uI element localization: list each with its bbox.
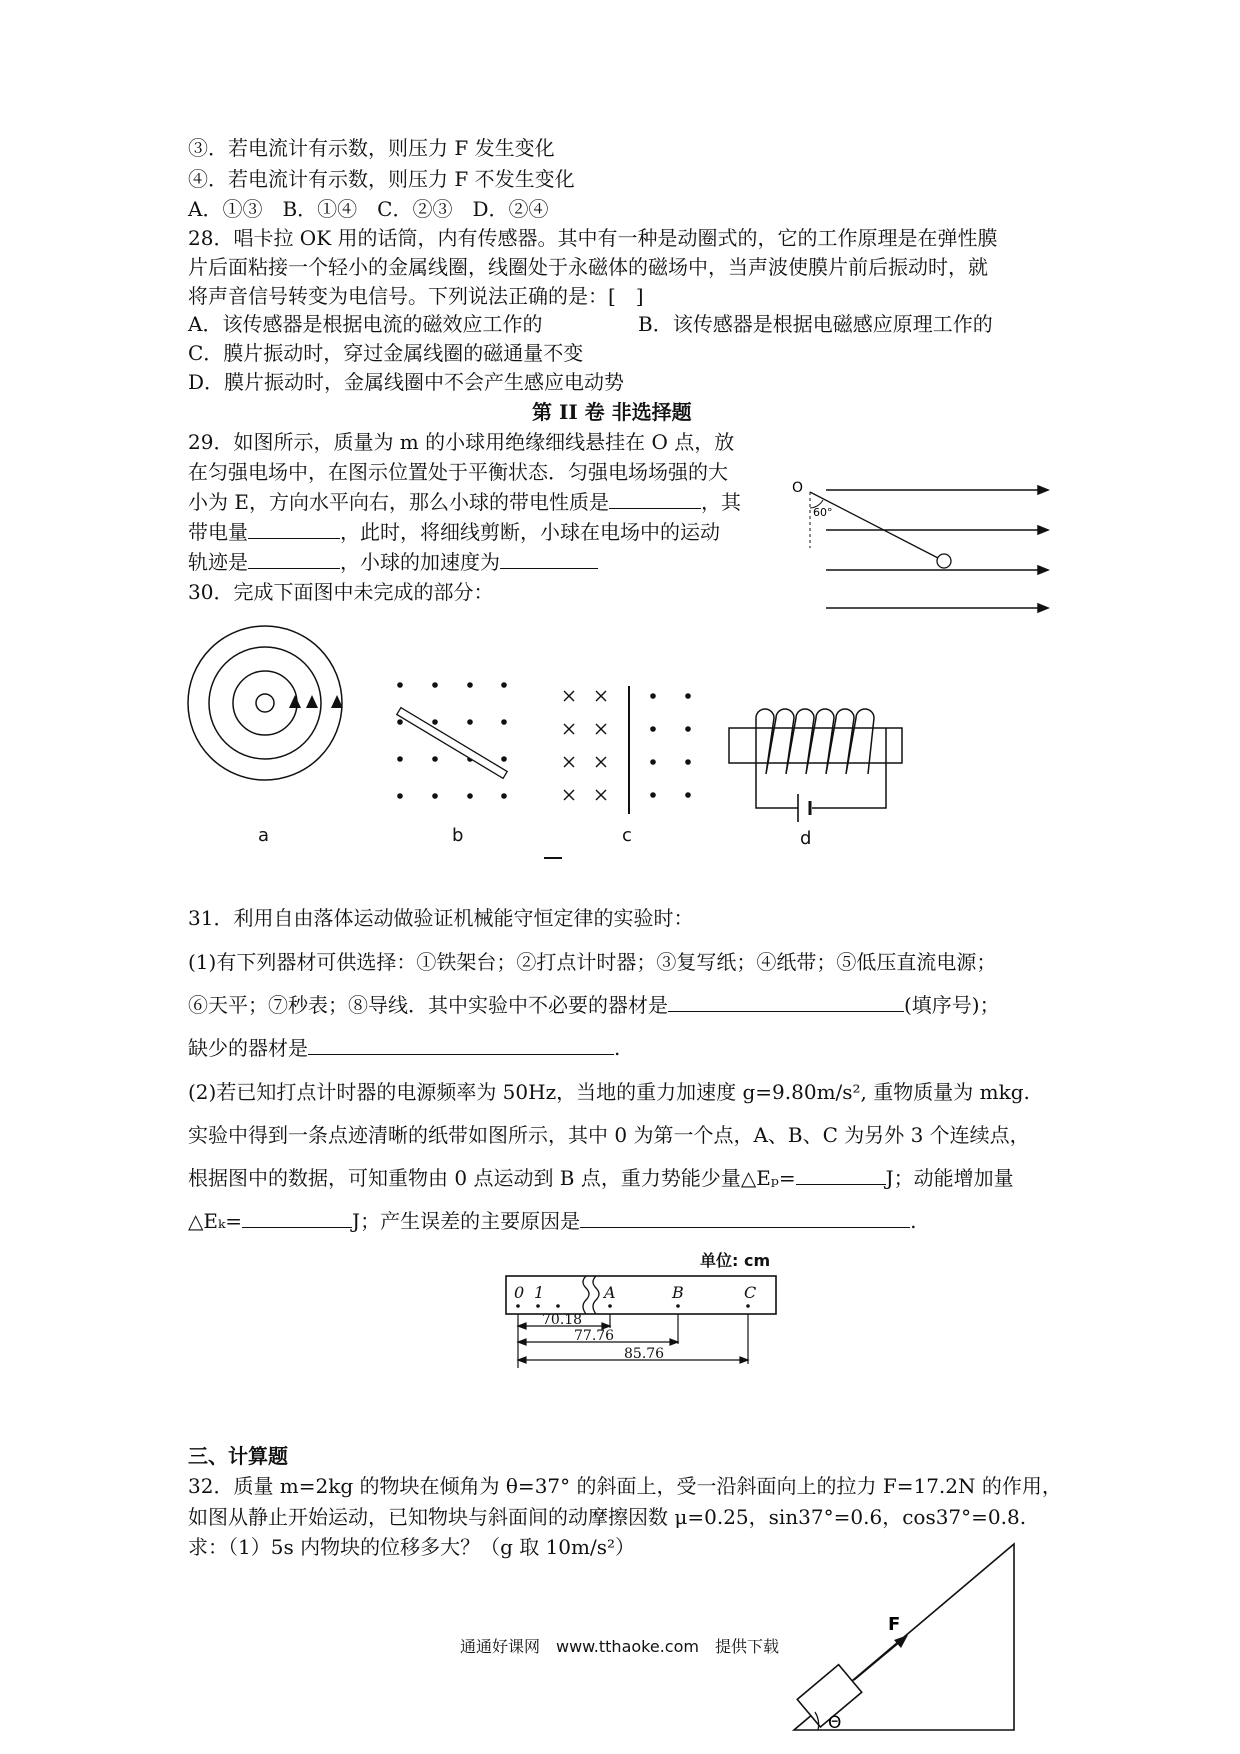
circuit-wire <box>756 728 886 808</box>
q31-line-3 <box>188 989 1000 1021</box>
figure-c-label: c <box>622 825 632 846</box>
angle-label: Θ <box>828 1713 842 1733</box>
tape-point-c: C <box>744 1283 757 1302</box>
arrow-head-icon <box>1038 566 1048 574</box>
arrow-head-icon <box>1038 486 1048 494</box>
q32-line-2: 如图从静止开始运动，已知物块与斜面间的动摩擦因数 μ=0.25，sin37°=0.6，cos37°=0.8. <box>188 1505 1027 1529</box>
section-3-title: 三、计算题 <box>188 1444 288 1468</box>
q29-text: ，其 <box>700 490 741 514</box>
tape-point-1: 1 <box>534 1283 545 1302</box>
q29-text: 小为 E，方向水平向右，那么小球的带电性质是 <box>188 490 609 514</box>
conducting-rod <box>397 708 507 779</box>
q31-line-5: (2)若已知打点计时器的电源频率为 50Hz，当地的重力加速度 g=9.80m/s², 重物质量为 mkg. <box>188 1080 1030 1104</box>
point-o-label: O <box>792 480 804 496</box>
q31-line-1: 31．利用自由落体运动做验证机械能守恒定律的实验时： <box>188 906 694 930</box>
q28-option-d: D．膜片振动时，金属线圈中不会产生感应电动势 <box>188 370 625 394</box>
triangle-marker-icon <box>306 695 318 708</box>
q31-text: 根据图中的数据，可知重物由 0 点运动到 B 点，重力势能少量△Eₚ= <box>188 1166 796 1190</box>
answer-blank-error-reason[interactable] <box>580 1205 910 1228</box>
answer-blank-charge-amount[interactable] <box>248 516 340 539</box>
q29-pendulum-figure <box>790 478 1050 638</box>
q31-text: J；产生误差的主要原因是 <box>352 1209 581 1233</box>
q28-line-2: 片后面粘接一个轻小的金属线圈，线圈处于永磁体的磁场中，当声波使膜片前后振动时，就 <box>188 255 988 279</box>
q30-figure-c <box>556 686 706 826</box>
tape-break-right <box>593 1276 599 1314</box>
answer-blank-charge-type[interactable] <box>609 486 701 509</box>
q29-text: ，小球的加速度为 <box>340 550 500 574</box>
answer-blank-unnecessary-equipment[interactable] <box>668 989 904 1012</box>
arrow-head-icon <box>1038 604 1048 612</box>
q29-line-5 <box>188 546 598 578</box>
paper-tape <box>506 1276 776 1314</box>
q29-text: ，此时，将细线剪断，小球在电场中的运动 <box>340 520 720 544</box>
q28-line-1: 28．唱卡拉 OK 用的话筒，内有传感器。其中有一种是动圈式的，它的工作原理是在弹性膜 <box>188 226 998 250</box>
q31-text: 缺少的器材是 <box>188 1036 308 1060</box>
q27-option-4: ④．若电流计有示数，则压力 F 不发生变化 <box>188 167 575 191</box>
tape-point-0: 0 <box>514 1283 525 1302</box>
charged-ball <box>937 554 951 568</box>
answer-blank-trajectory[interactable] <box>248 546 340 569</box>
q32-line-3: 求：（1）5s 内物块的位移多大？（g 取 10m/s²） <box>188 1535 636 1559</box>
iron-core <box>729 728 902 763</box>
force-arrow-head-icon <box>894 1635 908 1648</box>
q28-line-3: 将声音信号转变为电信号。下列说法正确的是：[ ] <box>188 284 644 308</box>
answer-blank-potential-energy-loss[interactable] <box>796 1162 886 1185</box>
tape-point-a: A <box>604 1283 616 1302</box>
tape-break-left <box>583 1276 589 1314</box>
q29-text: 带电量 <box>188 520 248 544</box>
q28-option-c: C．膜片振动时，穿过金属线圈的磁通量不变 <box>188 341 584 365</box>
q31-text: J；动能增加量 <box>885 1166 1014 1190</box>
answer-blank-kinetic-energy-gain[interactable] <box>242 1205 352 1228</box>
q30-figure-d <box>726 704 906 844</box>
q31-line-7 <box>188 1162 1014 1194</box>
force-arrow-line <box>854 1640 902 1680</box>
triangle-marker-icon <box>289 695 301 708</box>
q32-line-1: 32．质量 m=2kg 的物块在倾角为 θ=37° 的斜面上，受一沿斜面向上的拉力 F=17.2N 的作用， <box>188 1474 1062 1498</box>
q27-option-3: ③．若电流计有示数，则压力 F 发生变化 <box>188 136 555 160</box>
q28-option-a: A．该传感器是根据电流的磁效应工作的 <box>188 312 543 336</box>
q29-text: 轨迹是 <box>188 550 248 574</box>
tape-point-b: B <box>672 1283 684 1302</box>
distance-label-b: 77.76 <box>574 1328 615 1344</box>
short-dash-mark <box>544 857 562 859</box>
q31-paper-tape-figure <box>500 1272 790 1372</box>
q29-line-1: 29．如图所示，质量为 m 的小球用绝缘细线悬挂在 O 点，放 <box>188 430 735 454</box>
q30-figure-a <box>186 620 348 782</box>
q31-line-2: (1)有下列器材可供选择：①铁架台；②打点计时器；③复写纸；④纸带；⑤低压直流电源； <box>188 950 997 974</box>
q29-line-4 <box>188 516 720 548</box>
answer-blank-acceleration[interactable] <box>500 546 598 569</box>
q30-figure-b <box>390 680 520 820</box>
string-line <box>810 492 938 558</box>
figure-b-label: b <box>452 825 464 846</box>
arrow-head-icon <box>1038 526 1048 534</box>
q32-incline-figure <box>784 1540 1024 1740</box>
q31-text: ⑥天平；⑦秒表；⑧导线．其中实验中不必要的器材是 <box>188 993 668 1017</box>
q31-text: (填序号)； <box>904 993 1000 1017</box>
q29-line-3 <box>188 486 741 518</box>
q31-line-8 <box>188 1205 916 1237</box>
q28-option-b: B．该传感器是根据电磁感应原理工作的 <box>638 312 993 336</box>
footer-source: 通通好课网 www.tthaoke.com 提供下载 <box>460 1637 779 1656</box>
q31-text: . <box>910 1209 917 1233</box>
q30-line-1: 30．完成下面图中未完成的部分： <box>188 580 494 604</box>
tape-unit-label: 单位: cm <box>700 1251 771 1270</box>
figure-a-label: a <box>258 825 270 846</box>
q27-answers: A．①③ B．①④ C．②③ D．②④ <box>188 197 549 221</box>
q29-line-2: 在匀强电场中，在图示位置处于平衡状态．匀强电场场强的大 <box>188 460 728 484</box>
distance-label-a: 70.18 <box>542 1312 583 1328</box>
angle-label: 60° <box>813 506 833 519</box>
q31-line-6: 实验中得到一条点迹清晰的纸带如图所示，其中 0 为第一个点，A、B、C 为另外 3 个连续点， <box>188 1123 1030 1147</box>
q31-text: . <box>614 1036 621 1060</box>
answer-blank-missing-equipment[interactable] <box>308 1032 614 1055</box>
q31-text: △Eₖ= <box>188 1209 243 1233</box>
force-label: F <box>888 1614 901 1635</box>
q31-line-4 <box>188 1032 620 1064</box>
figure-d-label: d <box>800 828 812 849</box>
section-2-title: 第 II 卷 非选择题 <box>532 400 692 424</box>
coil-windings <box>756 709 874 774</box>
distance-label-c: 85.76 <box>624 1346 665 1362</box>
